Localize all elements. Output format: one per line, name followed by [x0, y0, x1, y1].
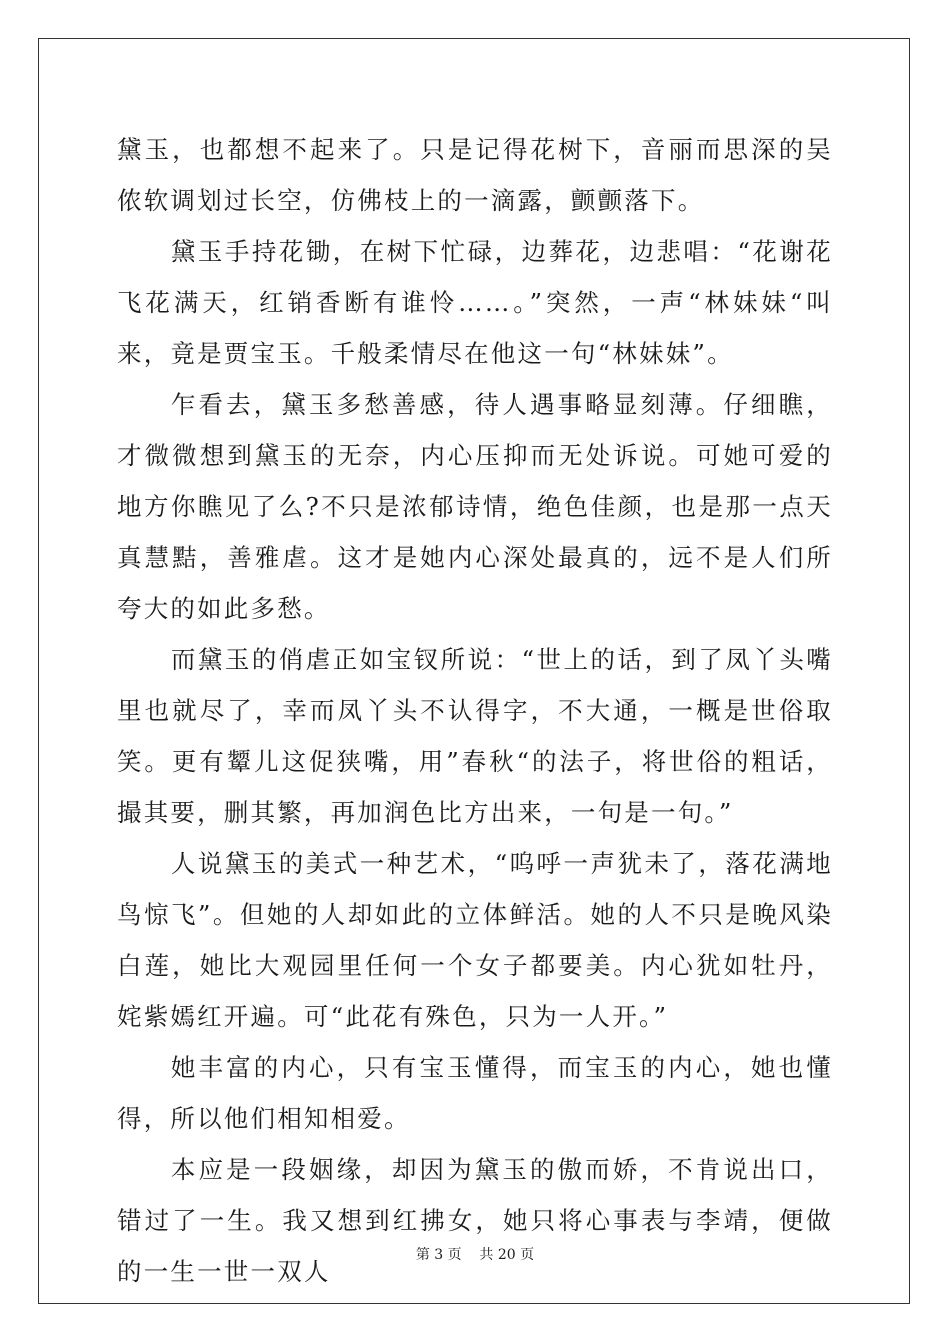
paragraph-3: 乍看去，黛玉多愁善感，待人遇事略显刻薄。仔细瞧，才微微想到黛玉的无奈，内心压抑而无处诉说。可她可爱的地方你瞧见了么?不只是浓郁诗情，绝色佳颜，也是那一点天真慧黠，善雅虐。这才是她内心深处最真的，远不是人们所夸大的如此多愁。 [117, 390, 833, 623]
paragraph-5: 人说黛玉的美式一种艺术，“呜呼一声犹未了，落花满地鸟惊飞”。但她的人却如此的立体鲜活。她的人不只是晚风染白莲，她比大观园里任何一个女子都要美。内心犹如牡丹，姹紫嫣红开遍。可“此花有殊色，只为一人开。” [117, 849, 833, 1031]
paragraph-1: 黛玉，也都想不起来了。只是记得花树下，音丽而思深的吴侬软调划过长空，仿佛枝上的一滴露，颤颤落下。 [117, 135, 833, 215]
page-number: 第 3 页 共 20 页 [415, 1247, 535, 1263]
paragraph-7: 本应是一段姻缘，却因为黛玉的傲而娇，不肯说出口，错过了一生。我又想到红拂女，她只将心事表与李靖，便做的一生一世一双人 [117, 1155, 833, 1286]
paragraph-6: 她丰富的内心，只有宝玉懂得，而宝玉的内心，她也懂得，所以他们相知相爱。 [117, 1053, 833, 1133]
document-body [117, 124, 833, 1297]
paragraph-4: 而黛玉的俏虐正如宝钗所说：“世上的话，到了凤丫头嘴里也就尽了，幸而凤丫头不认得字，不大通，一概是世俗取笑。更有颦儿这促狭嘴，用”春秋“的法子，将世俗的粗话，撮其要，删其繁，再加润色比方出来，一句是一句。” [117, 645, 833, 827]
paragraph-2: 黛玉手持花锄，在树下忙碌，边葬花，边悲唱：“花谢花飞花满天，红销香断有谁怜……。”突然，一声“林妹妹“叫来，竟是贾宝玉。千般柔情尽在他这一句“林妹妹”。 [117, 237, 833, 368]
